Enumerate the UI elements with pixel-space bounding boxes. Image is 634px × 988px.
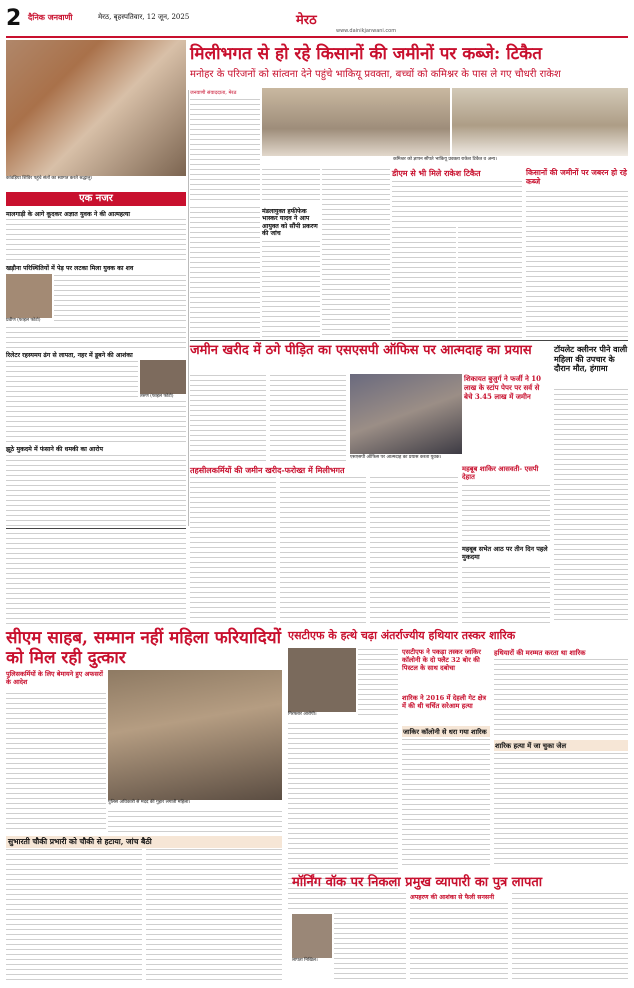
stf-callout-2: शारिक ने 2016 में देहली गेट क्षेत्र में की थी चर्चित सरेआम हत्या	[402, 694, 486, 710]
ek-nazar-photo1	[6, 274, 52, 318]
mandal-body-top	[262, 168, 320, 204]
tehsil-body	[190, 476, 276, 624]
page-header	[6, 8, 628, 36]
ek-nazar-item1-body	[6, 218, 186, 260]
mahboob-body	[462, 484, 550, 544]
ek-nazar-photo2	[140, 360, 186, 394]
morning-body-2	[410, 902, 508, 982]
suicide-callout: शिकायत बुजुर्ग ने फर्जी ने 10 लाख के स्टांप पेपर पर सर्व से बेचे 3.45 लाख में जमीन	[464, 374, 542, 401]
ek-nazar-item2-body-b	[6, 326, 186, 348]
cm-headline: सीएम साहब, सम्मान नहीं महिला फरियादियों को मिल रही दुत्कार	[6, 628, 281, 668]
cm-left-body-top	[6, 532, 186, 624]
page-number: 2	[6, 6, 22, 31]
ek-nazar-item2-body	[54, 274, 186, 324]
mahboob-headline: महबूब शाकिर आसवती- एसपी देहात	[462, 465, 539, 481]
cm-photo	[108, 670, 282, 800]
morning-body-3	[512, 892, 628, 982]
column-divider-1	[188, 90, 189, 526]
morning-body	[334, 892, 406, 982]
subharti-body	[6, 848, 142, 982]
tehsil-body-2	[280, 476, 366, 624]
sadhu-photo	[6, 40, 186, 176]
toilet-body	[554, 388, 628, 526]
stf-photo-caption: गिरफ्तार आरोपी।	[288, 712, 356, 718]
mahboob-subhead: महबूब सभेत आठ पर तीन दिन पहले मुकदमा	[462, 545, 548, 561]
suicide-body-2	[270, 374, 346, 462]
repair-body	[494, 658, 628, 736]
dm-body-2	[392, 226, 456, 338]
ek-nazar-item3-body	[6, 360, 138, 398]
cm-subhead: पुलिसकर्मियों के लिए बेमायने हुए अफसरों के आदेश	[6, 670, 103, 686]
mahboob-body-2	[462, 566, 550, 624]
repair-headline: हथियारों की मरम्मत करता था शारिक	[494, 649, 586, 657]
tikait-photo-2	[452, 88, 628, 156]
ek-nazar-photo2-caption: तरुण (फाइल फोटो)	[140, 394, 186, 400]
ek-nazar-item2-head: खड़ौना परिस्थितियों में पेड़ पर लटका मिला युवक का शव	[6, 265, 134, 272]
ek-nazar-item4-head: झूठे मुकदमे में फंसाने की धमकी का आरोप	[6, 446, 104, 453]
ek-nazar-item1-head: मालगाड़ी के आगे कूदकर अज्ञात युवक ने की आत्महत्या	[6, 211, 131, 218]
top-story-body-2	[190, 206, 260, 338]
header-rule	[6, 36, 628, 38]
edition-date: मेरठ, बृहस्पतिवार, 12 जून, 2025	[98, 13, 190, 21]
morning-headline: मॉर्निंग वॉक पर निकला प्रमुख व्यापारी का पुत्र लापता	[292, 875, 543, 890]
ek-nazar-item3-head: रिलेटर रहस्यमय ढंग से लापता, नहर में डूबने की आशंका	[6, 352, 133, 359]
subharti-headline: सुभारती चौकी प्रभारी को चौकी से हटाया, जांच बैठी	[6, 836, 282, 848]
stf-photo	[288, 648, 356, 712]
dm-headline: डीएम से भी मिले राकेश टिकैत	[392, 168, 481, 178]
morning-box-head: अपहरण की आशंका से फैली सनसनी	[410, 894, 495, 901]
morning-photo-caption: लापता निखिल।	[292, 958, 332, 964]
website-link[interactable]: www.dainikjanwani.com	[336, 28, 397, 34]
sadhu-photo-caption: कांवड़िया शिविर पहुंचे संतों का स्वागत करते श्रद्धालु।	[6, 176, 186, 190]
suicide-body	[190, 374, 266, 462]
stf-body-top	[358, 648, 398, 718]
zakir-body	[402, 738, 490, 868]
toilet-headline: टॉयलेट क्लीनर पीने वाली महिला की उपचार के दौरान मौत, हंगामा	[554, 344, 628, 374]
cm-body-2	[108, 810, 282, 832]
rule-2	[190, 340, 628, 341]
kisan-headline: किसानों की जमीनों पर जबरन हो रहे कब्जे	[526, 168, 627, 186]
dm-body	[392, 180, 522, 224]
top-story-body	[190, 98, 260, 204]
section-title: मेरठ	[296, 13, 317, 28]
zakir-headline: जाकिर कॉलोनी से धरा गया शारिक	[402, 726, 490, 737]
stf-headline: एसटीएफ के हत्थे चढ़ा अंतर्राज्यीय हथियार तस्कर शारिक	[288, 629, 516, 642]
tikait-photo-caption: कमिश्नर को ज्ञापन सौंपते भाकियू प्रवक्ता राकेश टिकैत व अन्य।	[262, 157, 628, 165]
ek-nazar-photo1-caption: प्रवीण (फाइल फोटो)	[6, 318, 52, 324]
masthead: दैनिक जनवाणी	[28, 12, 73, 22]
kisan-body	[526, 190, 628, 338]
top-story-headline: मिलीभगत से हो रहे किसानों की जमीनों पर कब्जे: टिकैत	[190, 44, 542, 64]
ek-nazar-item3-body-b	[6, 400, 186, 442]
tehsil-body-3	[370, 476, 458, 624]
stf-callout-1: एसटीएफ ने पकड़ा तस्कर जाकिर कॉलोनी के दो फ्लैट 32 बोर की पिस्टल के साथ दबोचा	[402, 648, 481, 672]
suicide-photo-caption: एसएसपी ऑफिस पर आत्मदाह का प्रयास करता युवक।	[350, 455, 550, 461]
ek-nazar-item4-body	[6, 454, 186, 526]
tehsil-headline: तहसीलकर्मियों की जमीन खरीद-फरोख्त में मिलीभगत	[190, 465, 345, 475]
cm-body	[6, 692, 106, 832]
top-story-byline: जनवाणी संवाददाता, मेरठ	[190, 90, 237, 96]
dm-body-3	[458, 226, 522, 338]
morning-photo	[292, 914, 332, 958]
ek-nazar-title: एक नजर	[6, 192, 186, 206]
suicide-headline: जमीन खरीद में ठगे पीड़ित का एसएसपी ऑफिस पर आत्मदाह का प्रयास	[190, 343, 532, 358]
top-story-subhead: मनोहर के परिजनों को सांत्वना देने पहुंचे भाकियू प्रवक्ता, बच्चों को कमिश्नर के पास ले गए चौधरी राकेश	[190, 69, 561, 80]
suicide-photo	[350, 374, 462, 454]
mandal-headline: मंडलायुक्त हफीफेक भास्कर यादव ने आप आयुक्त को सौंपी प्रकरण की जांच	[262, 208, 318, 238]
tikait-photo-1	[262, 88, 450, 156]
rule-3	[6, 528, 186, 529]
cm-photo-caption: पुलिस अधिकारी से मदद की गुहार लगाती महिला।	[108, 800, 282, 808]
sharik-body	[494, 752, 628, 868]
toilet-body-2	[554, 528, 628, 624]
mandal-body	[262, 240, 320, 338]
sharik-headline: शारिक हत्या में जा चुका जेल	[494, 740, 628, 751]
subharti-body-2	[146, 848, 282, 982]
mandal-body-2	[322, 168, 390, 338]
